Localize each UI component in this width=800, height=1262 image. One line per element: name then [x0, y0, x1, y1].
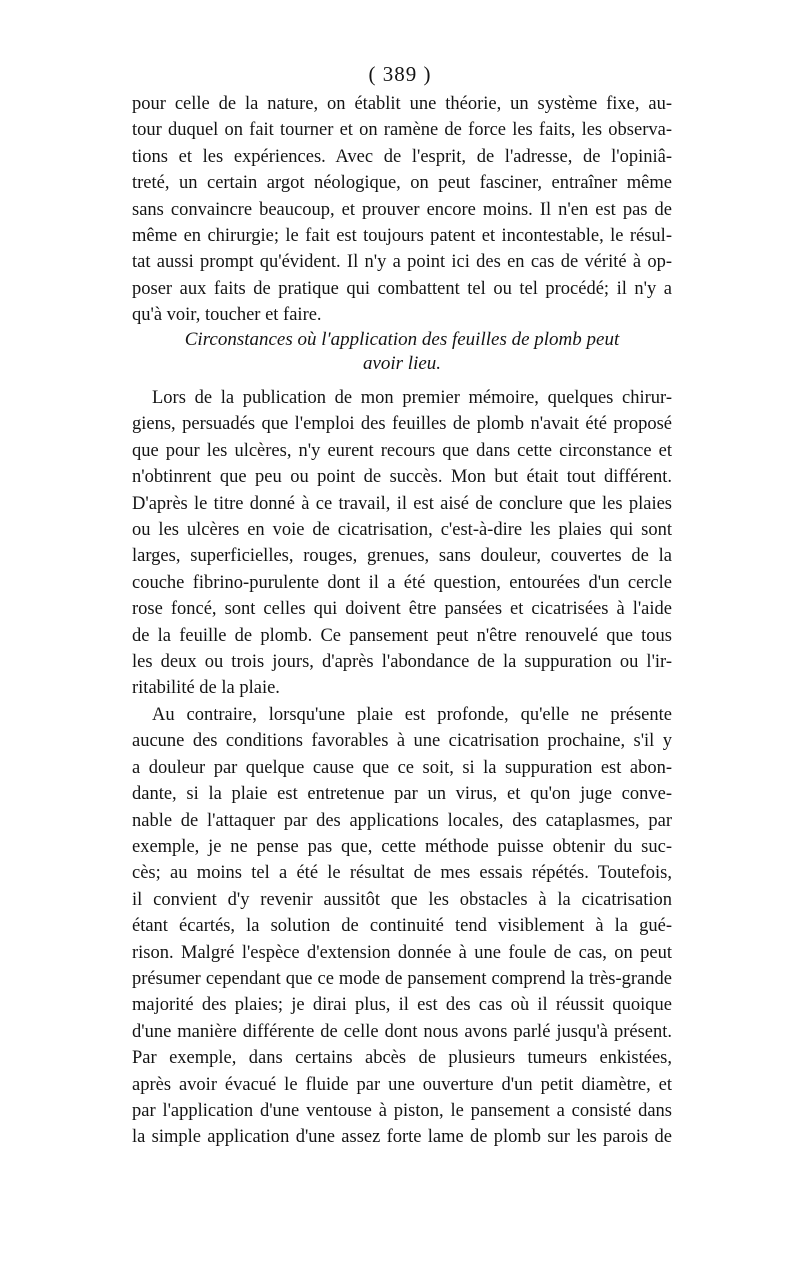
text-line: Au contraire, lorsqu'une plaie est profonde, qu'elle ne présente [152, 704, 672, 725]
text-line: ritabilité de la plaie. [132, 678, 280, 699]
text-line: nable de l'attaquer par des applications locales, des cataplasmes, par [132, 810, 672, 831]
text-line: même en chirurgie; le fait est toujours patent et incontestable, le résul- [132, 226, 672, 247]
text-line: majorité des plaies; je dirai plus, il est des cas où il réussit quoique [132, 995, 672, 1016]
paragraph-continuation [132, 91, 672, 329]
text-line: Lors de la publication de mon premier mémoire, quelques chirur- [152, 388, 672, 408]
text-line: pour celle de la nature, on établit une théorie, un système fixe, au- [132, 94, 672, 114]
text-line: la simple application d'une assez forte lame de plomb sur les parois de [132, 1127, 672, 1148]
text-line: que pour les ulcères, n'y eurent recours que dans cette circonstance et [132, 440, 672, 461]
section-heading-line-1: Circonstances où l'application des feuilles de plomb peut [184, 329, 620, 350]
text-line: d'une manière différente de celle dont nous avons parlé jusqu'à présent. [132, 1021, 672, 1042]
body-text [132, 385, 672, 1151]
text-line: Par exemple, dans certains abcès de plusieurs tumeurs enkistées, [132, 1048, 672, 1069]
text-line: treté, un certain argot néologique, on peut fasciner, entraîner même [132, 173, 672, 194]
text-line: D'après le titre donné à ce travail, il est aisé de conclure que les plaies [132, 493, 672, 514]
text-line: tour duquel on fait tourner et on ramène de force les faits, les observa- [132, 120, 672, 141]
text-line: sans convaincre beaucoup, et prouver encore moins. Il n'en est pas de [132, 199, 672, 220]
text-line: qu'à voir, toucher et faire. [132, 305, 322, 326]
section-heading-line-2: avoir lieu. [362, 353, 442, 374]
text-line: cès; au moins tel a été le résultat de mes essais répétés. Toutefois, [132, 863, 672, 884]
text-line: larges, superficielles, rouges, grenues, sans douleur, couvertes de la [132, 546, 672, 567]
text-line: poser aux faits de pratique qui combattent tel ou tel procédé; il n'y a [132, 278, 672, 299]
text-line: étant écartés, la solution de continuité tend visiblement à la gué- [132, 916, 672, 937]
text-line: après avoir évacué le fluide par une ouverture d'un petit diamètre, et [132, 1074, 672, 1095]
text-line: tions et les expériences. Avec de l'esprit, de l'adresse, de l'opiniâ- [132, 146, 672, 167]
text-line: giens, persuadés que l'emploi des feuilles de plomb n'avait été proposé [132, 414, 672, 435]
text-line: ou les ulcères en voie de cicatrisation, c'est-à-dire les plaies qui sont [132, 520, 672, 541]
page-number: ( 389 ) [368, 62, 432, 86]
text-line: dante, si la plaie est entretenue par un virus, et qu'on juge conve- [132, 784, 672, 805]
text-line: aucune des conditions favorables à une cicatrisation prochaine, s'il y [132, 731, 672, 752]
section-heading [132, 328, 672, 376]
text-line: il convient d'y revenir aussitôt que les obstacles à la cicatrisation [132, 889, 672, 910]
text-line: présumer cependant que ce mode de pansement comprend la très-grande [132, 968, 672, 989]
text-line: les deux ou trois jours, d'après l'abondance de la suppuration ou l'ir- [132, 652, 672, 673]
text-line: par l'application d'une ventouse à piston, le pansement a consisté dans [132, 1100, 672, 1121]
paragraph-2 [132, 385, 672, 702]
text-line: rison. Malgré l'espèce d'extension donnée à une foule de cas, on peut [132, 942, 672, 963]
text-line: rose foncé, sont celles qui doivent être pansées et cicatrisées à l'aide [132, 599, 672, 620]
text-line: n'obtinrent que peu ou point de succès. Mon but était tout différent. [132, 467, 672, 488]
text-line: a douleur par quelque cause que ce soit, si la suppuration est abon- [132, 757, 672, 778]
text-line: de la feuille de plomb. Ce pansement peut n'être renouvelé que tous [132, 625, 672, 646]
text-line: couche fibrino-purulente dont il a été question, entourées d'un cercle [132, 572, 672, 593]
paragraph-3 [132, 702, 672, 1151]
text-line: tat aussi prompt qu'évident. Il n'y a point ici des en cas de vérité à op- [132, 252, 672, 273]
text-line: exemple, je ne pense pas que, cette méthode puisse obtenir du suc- [132, 836, 672, 857]
